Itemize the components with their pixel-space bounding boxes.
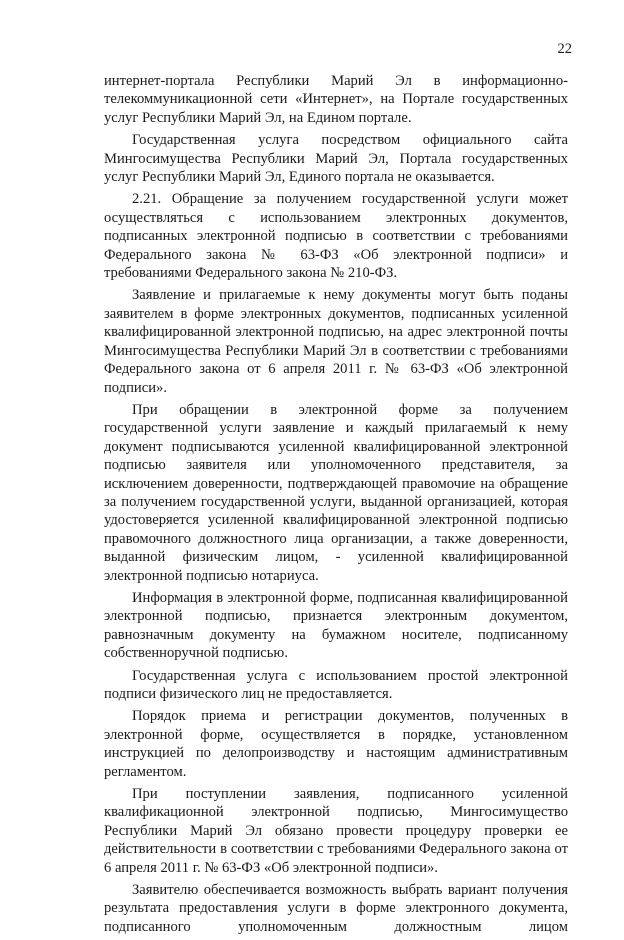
document-body [104, 72, 568, 940]
paragraph-portal-continuation: интернет-портала Республики Марий Эл в информационно-телекоммуникационной сети «Интернет», на Портале государственных услуг Республики Марий Эл, на Едином портале. [104, 73, 568, 126]
paragraph-service-not-provided: Государственная услуга посредством официального сайта Мингосимущества Республики Марий Эл, Портала государственных услуг Республики Марий Эл, Единого портала не оказывается. [104, 132, 568, 186]
paragraph-simple-signature: Государственная услуга с использованием простой электронной подписи физического лиц не предоставляется. [104, 667, 568, 702]
paragraph-signature-check: При поступлении заявления, подписанного усиленной квалификационной электронной подписью, Мингосимущество Республики Марий Эл обязано провести процедуру проверки ее действительности в соответствии с требованиями Федерального закона от 6 апреля 2011 г. № 63-ФЗ «Об электронной подписи». [104, 786, 568, 876]
paragraph-result-choice: Заявителю обеспечивается возможность выбрать вариант получения результата предоставления услуги в форме электронного документа, подписанного уполномоченным должностным лицом [104, 882, 568, 935]
paragraph-electronic-document: Информация в электронной форме, подписанная квалифицированной электронной подписью, признается электронным документом, равнозначным документу на бумажном носителе, подписанному собственноручной подписью. [104, 589, 568, 662]
paragraph-registration-order: Порядок приема и регистрации документов, полученных в электронной форме, осуществляется в порядке, установленном инструкцией по делопроизводству и настоящим административным регламентом. [104, 708, 568, 780]
page-number: 22 [557, 41, 572, 57]
paragraph-application-email: Заявление и прилагаемые к нему документы могут быть поданы заявителем в форме электронных документов, подписанных усиленной квалифицированной электронной подписью, на адрес электронной почты Мингосимущества Республики Марий Эл в соответствии с требованиями Федерального закона от 6 апреля 2011 г. № 63-ФЗ «Об электронной подписи». [104, 287, 568, 396]
paragraph-electronic-signature: При обращении в электронной форме за получением государственной услуги заявление и каждый прилагаемый к нему документ подписываются усиленной квалифицированной электронной подписью заявителя или уполномоченного представителя, за исключением доверенности, подтверждающей правомочие на обращение за получением государственной услуги, выданной организацией, которая удостоверяется усиленной квалифицированной электронной подписью правомочного должностного лица организации, а также доверенности, выданной физическим лицом, - усиленной квалифицированной электронной подписью нотариуса. [104, 401, 568, 584]
paragraph-2-21: 2.21. Обращение за получением государственной услуги может осуществляться с использованием электронных документов, подписанных электронной подписью в соответствии с требованиями Федерального закона № 63-ФЗ «Об электронной подписи» и требованиями Федерального закона № 210-ФЗ. [104, 191, 568, 282]
